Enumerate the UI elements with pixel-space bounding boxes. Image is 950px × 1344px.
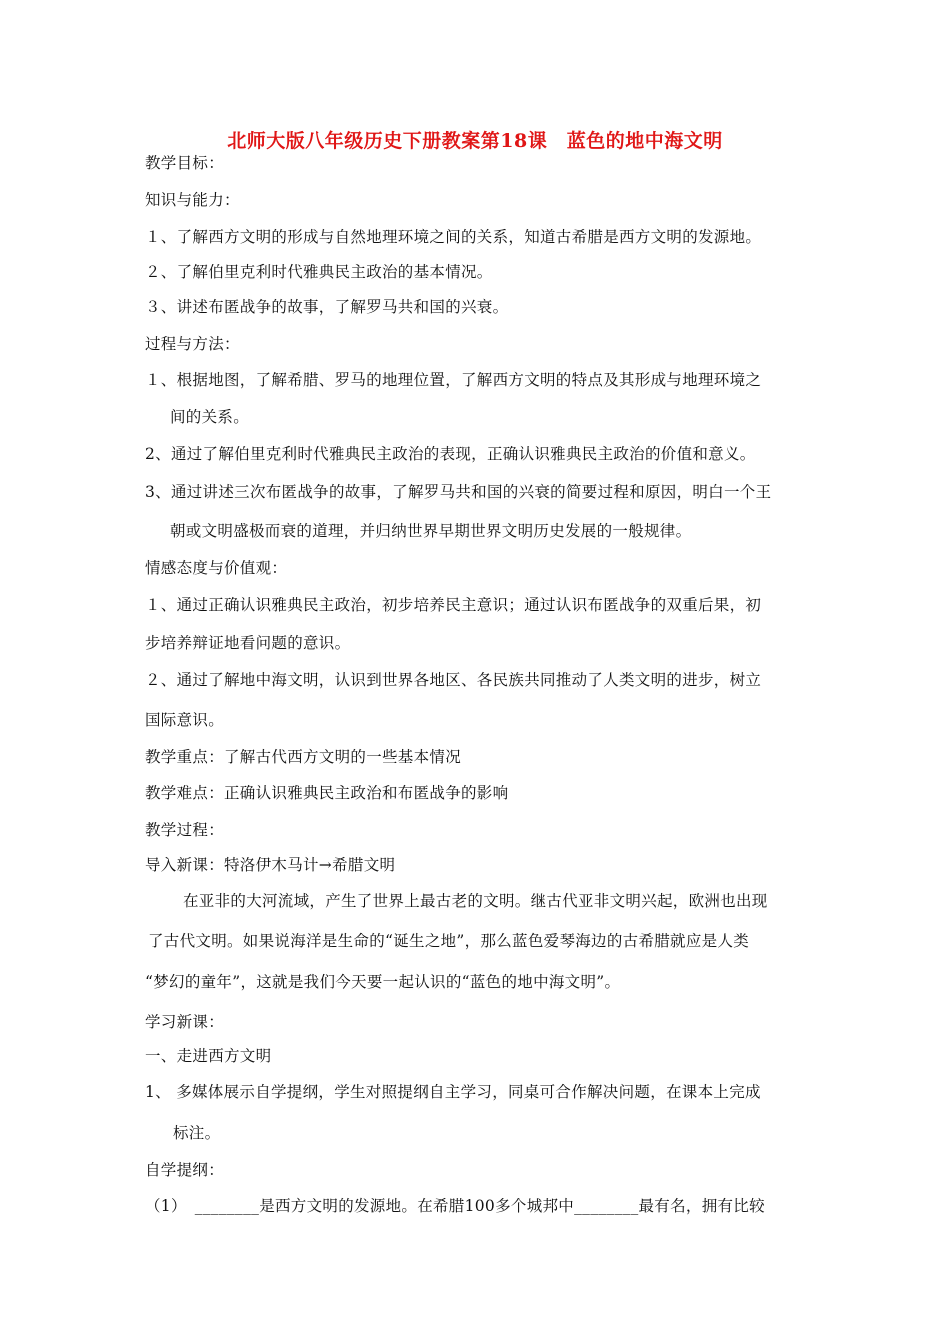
text-line: （1） ________是西方文明的发源地。在希腊100多个城邦中________最有名，拥有比较: [145, 1197, 765, 1215]
document-title: 北师大版八年级历史下册教案第18课 蓝色的地中海文明: [227, 130, 723, 152]
text-line: 3、通过讲述三次布匿战争的故事，了解罗马共和国的兴衰的简要过程和原因，明白一个王: [145, 483, 772, 501]
text-line: １、通过正确认识雅典民主政治，初步培养民主意识；通过认识布匿战争的双重后果，初: [145, 596, 762, 614]
text-line: １、了解西方文明的形成与自然地理环境之间的关系，知道古希腊是西方文明的发源地。: [145, 228, 762, 246]
text-line: 情感态度与价值观：: [145, 559, 288, 577]
text-line: “梦幻的童年”，这就是我们今天要一起认识的“蓝色的地中海文明”。: [145, 973, 621, 991]
text-line: 知识与能力：: [145, 191, 240, 209]
text-line: 间的关系。: [170, 408, 250, 426]
text-line: 教学过程：: [145, 821, 225, 839]
text-line: 2、通过了解伯里克利时代雅典民主政治的表现，正确认识雅典民主政治的价值和意义。: [145, 445, 756, 463]
text-line: 国际意识。: [145, 711, 225, 729]
text-line: ２、了解伯里克利时代雅典民主政治的基本情况。: [145, 263, 493, 281]
text-line: 朝或文明盛极而衰的道理，并归纳世界早期世界文明历史发展的一般规律。: [170, 522, 692, 540]
text-line: 了古代文明。如果说海洋是生命的“诞生之地”，那么蓝色爱琴海边的古希腊就应是人类: [148, 932, 750, 950]
text-line: 一、走进西方文明: [145, 1047, 272, 1065]
text-line: 教学重点：了解古代西方文明的一些基本情况: [145, 748, 462, 766]
text-line: １、根据地图，了解希腊、罗马的地理位置，了解西方文明的特点及其形成与地理环境之: [145, 371, 762, 389]
text-line: 自学提纲：: [145, 1161, 225, 1179]
text-line: 学习新课：: [145, 1013, 225, 1031]
text-line: ３、讲述布匿战争的故事，了解罗马共和国的兴衰。: [145, 298, 509, 316]
text-line: ２、通过了解地中海文明，认识到世界各地区、各民族共同推动了人类文明的进步，树立: [145, 671, 762, 689]
text-line: 步培养辩证地看问题的意识。: [145, 634, 351, 652]
text-line: 教学目标：: [145, 154, 225, 172]
text-line: 导入新课：特洛伊木马计→希腊文明: [145, 856, 396, 874]
text-line: 教学难点：正确认识雅典民主政治和布匿战争的影响: [145, 784, 509, 802]
text-line: 过程与方法：: [145, 335, 240, 353]
text-line: 在亚非的大河流域，产生了世界上最古老的文明。继古代亚非文明兴起，欧洲也出现: [183, 892, 768, 910]
text-line: 标注。: [173, 1124, 221, 1142]
text-line: 1、 多媒体展示自学提纲，学生对照提纲自主学习，同桌可合作解决问题，在课本上完成: [145, 1083, 761, 1101]
